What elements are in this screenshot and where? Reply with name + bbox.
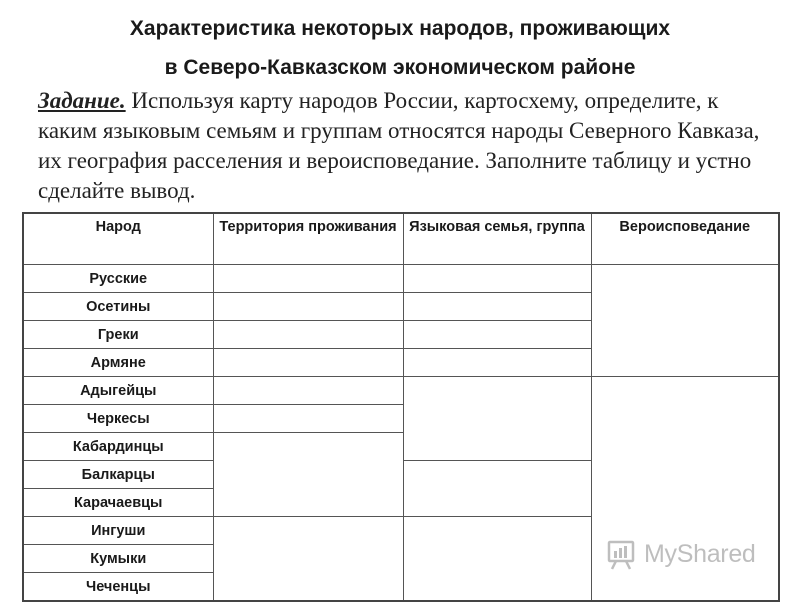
language-cell[interactable] [403, 461, 591, 517]
task-paragraph [38, 86, 778, 206]
religion-cell[interactable] [591, 265, 779, 377]
people-cell: Армяне [23, 349, 213, 377]
people-cell: Русские [23, 265, 213, 293]
people-cell: Кумыки [23, 545, 213, 573]
people-cell: Кабардинцы [23, 433, 213, 461]
language-cell[interactable] [403, 321, 591, 349]
table-row [23, 265, 779, 293]
people-cell: Осетины [23, 293, 213, 321]
territory-cell[interactable] [213, 265, 403, 293]
language-cell[interactable] [403, 517, 591, 602]
myshared-logo-icon [606, 537, 640, 571]
header-territory: Территория проживания [213, 213, 403, 265]
myshared-watermark [606, 534, 756, 574]
page-title-line-2: в Северо-Кавказском экономическом районе [164, 56, 636, 79]
people-cell: Карачаевцы [23, 489, 213, 517]
people-cell: Ингуши [23, 517, 213, 545]
people-cell: Балкарцы [23, 461, 213, 489]
territory-cell[interactable] [213, 405, 403, 433]
territory-cell[interactable] [213, 433, 403, 517]
language-cell[interactable] [403, 265, 591, 293]
task-label: Задание. [38, 88, 126, 113]
territory-cell[interactable] [213, 293, 403, 321]
people-cell: Греки [23, 321, 213, 349]
territory-cell[interactable] [213, 377, 403, 405]
people-cell: Черкесы [23, 405, 213, 433]
language-cell[interactable] [403, 377, 591, 461]
page-title-line-1: Характеристика некоторых народов, проживающих [129, 17, 671, 40]
territory-cell[interactable] [213, 517, 403, 602]
header-people: Народ [23, 213, 213, 265]
table-header-row [23, 213, 779, 265]
territory-cell[interactable] [213, 321, 403, 349]
table-row [23, 377, 779, 405]
task-text: Используя карту народов России, картосхему, определите, к каким языковым семьям и группам относятся народы Северного Кавказа, их география расселения и вероисповедание. Заполните таблицу и устно сделайте вывод. [38, 88, 760, 203]
watermark-text: MyShared [644, 539, 756, 568]
territory-cell[interactable] [213, 349, 403, 377]
header-language-family: Языковая семья, группа [403, 213, 591, 265]
header-religion: Вероисповедание [591, 213, 779, 265]
language-cell[interactable] [403, 349, 591, 377]
people-cell: Чеченцы [23, 573, 213, 602]
people-cell: Адыгейцы [23, 377, 213, 405]
language-cell[interactable] [403, 293, 591, 321]
